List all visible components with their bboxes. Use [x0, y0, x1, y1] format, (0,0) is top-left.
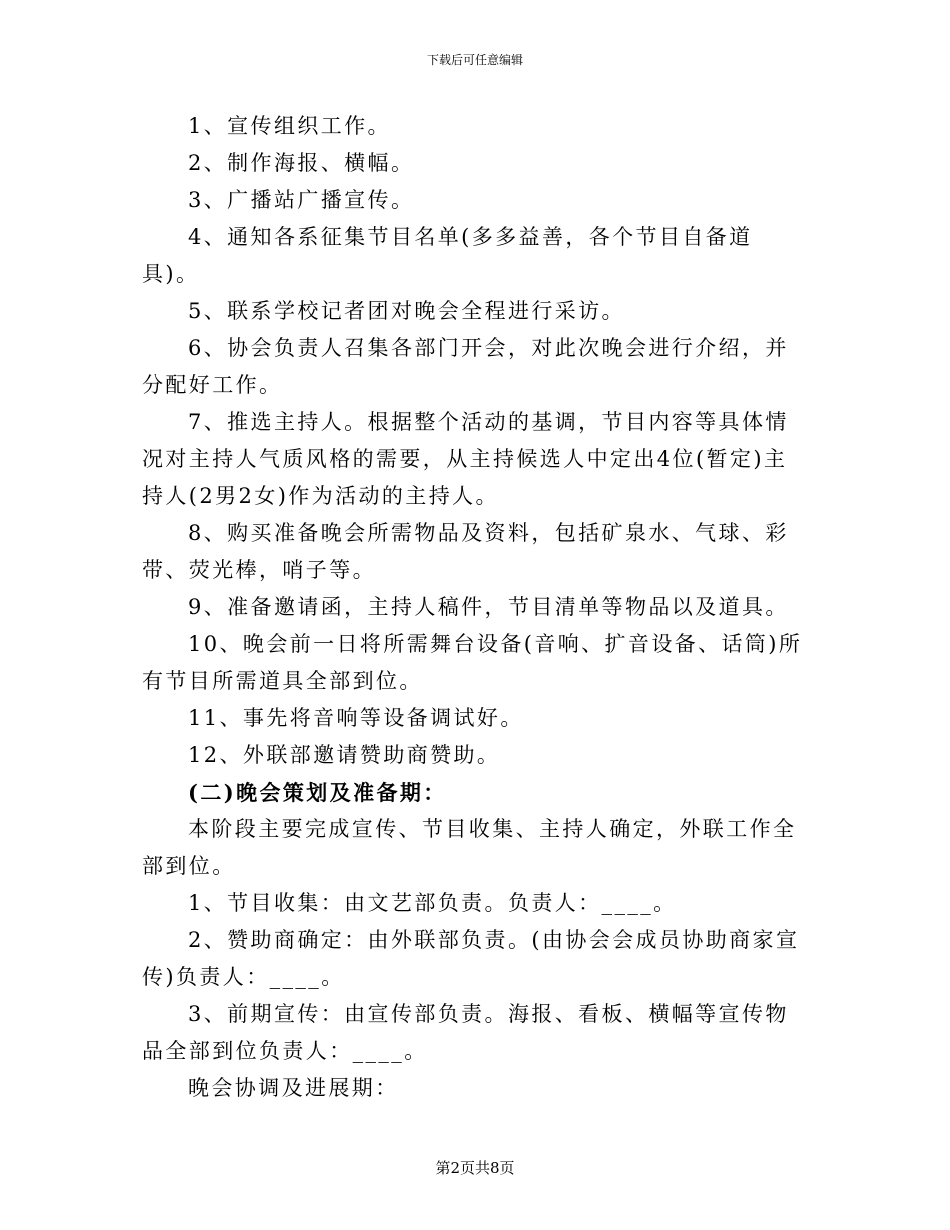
list-item-2: 2、制作海报、横幅。 [188, 151, 415, 175]
section-heading: (二)晚会策划及准备期： [188, 780, 447, 805]
list-item-6: 6、协会负责人召集各部门开会，对此次晚会进行介绍，并分配好工作。 [142, 336, 789, 397]
list-item-1: 1、宣传组织工作。 [188, 114, 391, 138]
task-item-1: 1、节目收集：由文艺部负责。负责人：____。 [188, 891, 677, 915]
task-item-3: 3、前期宣传：由宣传部负责。海报、看板、横幅等宣传物品全部到位负责人：____。 [142, 1002, 789, 1063]
page-header-note: 下载后可任意编辑 [426, 53, 523, 67]
list-item-5: 5、联系学校记者团对晚会全程进行采访。 [188, 299, 625, 323]
list-item-8: 8、购买准备晚会所需物品及资料，包括矿泉水、气球、彩带、荧光棒，哨子等。 [142, 521, 789, 582]
page-number: 第2页共8页 [435, 1159, 515, 1177]
task-item-2: 2、赞助商确定：由外联部负责。(由协会会成员协助商家宣传)负责人：____。 [142, 928, 800, 989]
list-item-12: 12、外联部邀请赞助商赞助。 [188, 743, 501, 767]
section-intro: 本阶段主要完成宣传、节目收集、主持人确定，外联工作全部到位。 [142, 817, 797, 878]
list-item-7: 7、推选主持人。根据整个活动的基调，节目内容等具体情况对主持人气质风格的需要，从主持候选人中定出4位(暂定)主持人(2男2女)作为活动的主持人。 [142, 410, 789, 508]
list-item-9: 9、准备邀请函，主持人稿件，节目清单等物品以及道具。 [188, 595, 789, 619]
list-item-11: 11、事先将音响等设备调试好。 [188, 706, 524, 730]
next-phase-label: 晚会协调及进展期： [188, 1076, 399, 1100]
list-item-10: 10、晚会前一日将所需舞台设备(音响、扩音设备、话筒)所有节目所需道具全部到位。 [142, 632, 803, 693]
document-body [142, 108, 807, 1107]
list-item-4: 4、通知各系征集节目名单(多多益善，各个节目自备道具)。 [142, 225, 753, 286]
list-item-3: 3、广播站广播宣传。 [188, 188, 415, 212]
